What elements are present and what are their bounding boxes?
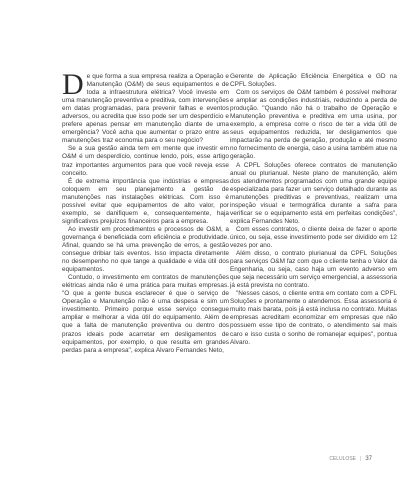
article-paragraph: Se a sua gestão ainda tem em mente que investir em O&M é um desperdício, continue lendo, pois, esse artigo traz importantes argumentos para que você reveja esse conceito. <box>62 145 229 177</box>
drop-cap: D <box>62 68 84 101</box>
article-paragraph: Contudo, o investimento em contratos de manutenções elétricas ainda não é uma prática para muitas empresas. "O que a gente busca esclarecer é que o serviço de Operação e Manutenção não é uma despesa e sim um investimento. Primeiro porque esse serviço consegue ampliar e melhorar a vida útil do equipamento. Além de que a falta de manutenção preventiva ou dentro dos prazos ideais pode acarretar em desligamentos de equipamentos, por exemplo, o que resulta em grandes perdas para a empresa", explica Alvaro Fernandes Neto, <box>62 274 229 354</box>
article-paragraph: Ao investir em procedimentos e processos de O&M, a governança é beneficiada com eficiência e produtividade. Afinal, quando se há uma prevenção de erros, a gestão consegue dribiar tais eventos. Isso impacta diretamente no desempenho no que tange a qualidade e vida útil dos equipamentos. <box>62 225 229 274</box>
section-name: CELULOSE <box>329 456 356 462</box>
article-column-left <box>62 68 229 355</box>
article-paragraph: Além disso, o contrato plurianual da CPFL Soluções para serviços O&M faz com que o cliente tenha o Valor da Engenharia, ou seja, caso haja um evento adverso em que seja necessário um serviço emergencial, a assessoria já está prevista no contrato. <box>230 250 397 290</box>
paragraph-text: e que forma a sua empresa realiza a Operação e Manutenção (O&M) de seus equipamentos e de toda a infraestrutura elétrica? Você investe em uma manutenção preventiva e preditiva, com intervenções em datas programadas, para prevenir falhas e eventos adversos, ou acredita que isso pode ser um desperdício e prefere apenas pensar em manutenção diante de uma emergência? Você acha que aumentar o prazo entre as manutenções traz economia para o seu negócio? <box>62 73 229 145</box>
article-paragraph: Com esses contratos, o cliente deixa de fazer o aporte único, ou seja, esse investimento pode ser dividido em 12 vezes por ano. <box>230 225 397 249</box>
article-paragraph <box>62 68 229 145</box>
article-paragraph: "Nesses casos, o cliente entra em contato com a CPFL Soluções e prontamente o atendemos. Essa assessoria é muito mais barata, pois já está inclusa no contrato. Muitas empresas acreditam economizar em empresas que não possuem esse tipo de contrato, o atendimento sai mais caro e isso custa o sonho de romanejar equipes", pontua Alvaro. <box>230 290 397 346</box>
page-number: 37 <box>365 456 372 462</box>
article-paragraph: A CPFL Soluções oferece contratos de manutenção anual ou plurianual. Neste plano de manutenção, além dos atendimentos programados com uma grande equipe especializada para fazer um serviço detalhado durante as manutenções preditivas e preventivas, realizam uma inspeção visual e termográfica durante a safra para verificar se o equipamento está em perfeitas condições", explica Fernandes Neto. <box>230 161 397 225</box>
article-paragraph: Com os serviços de O&M também é possível melhorar e ampliar as condições industriais, reduzindo a perda de produção. "Quando não há o trabalho de Operação e Manutenção preventiva e preditiva em uma usina, por exemplo, a empresa corre o risco de ter a vida útil de seus equipamentos reduzida, ter desligamentos que impactarão na perda de geração, produção e até mesmo no fornecimento de energia, caso a usina também atue na geração. <box>230 89 397 161</box>
footer-separator: | <box>360 456 362 462</box>
article-paragraph: É de extrema importância que indústrias e empresas coloquem em seu planejamento a gestão de manutenções nas instalações elétricas. Com isso é possível evitar que equipamentos de alto valor, por exemplo, se danifiquem e, consequentemente, haja significativos prejuízos financeiros para a empresa. <box>62 177 229 225</box>
article-column-right <box>230 73 397 347</box>
article-paragraph: Gerente de Aplicação Eficiência Energética e GD na CPFL Soluções. <box>230 73 397 89</box>
page-footer <box>329 456 372 462</box>
